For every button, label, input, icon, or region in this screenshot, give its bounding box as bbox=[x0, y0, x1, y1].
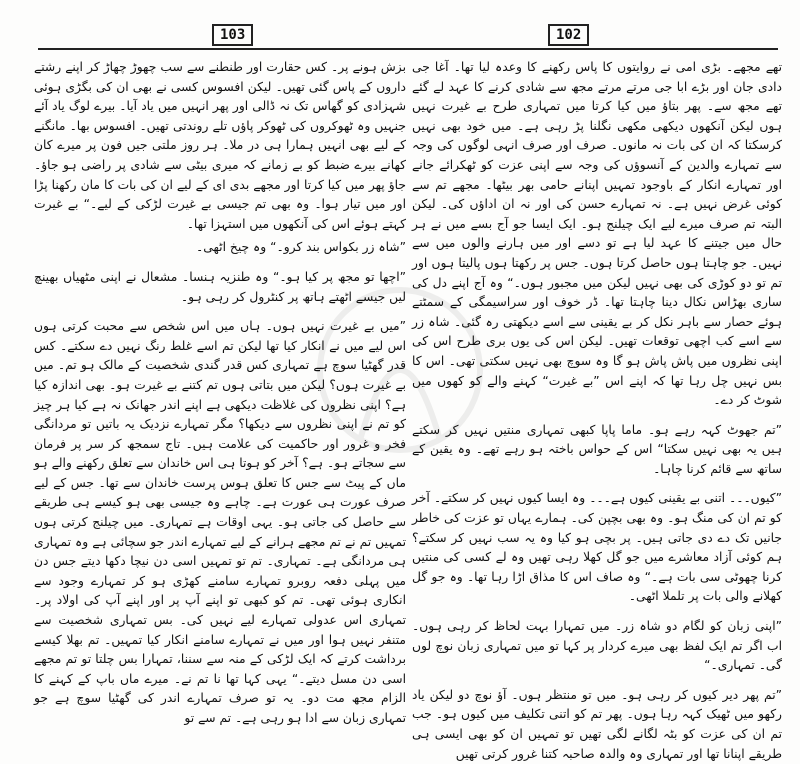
header-rule-right bbox=[408, 48, 778, 50]
paragraph: ”تم جھوٹ کہہ رہے ہو۔ ماما پاپا کبھی تمہاری منتیں نہیں کر سکتے ہیں یہ بھی نہیں سکتا“ اس کے حواس باختہ ہو رہے تھے۔ وہ یقین کے ساتھ سے قائم کرنا چاہا۔ bbox=[412, 422, 782, 476]
paragraph: ”اپنی زبان کو لگام دو شاہ زر۔ میں تمہارا بہت لحاظ کر رہی ہوں۔ اب اگر تم ایک لفظ بھی میرے کردار پر کہا تو میں تمہاری زبان نوچ لوں گی۔ تمہاری۔“ bbox=[412, 619, 782, 673]
page-number-right: 102 bbox=[548, 24, 589, 46]
header-rule-left bbox=[38, 48, 416, 50]
paragraph: ”شاہ زر بکواس بند کرو۔“ وہ چیخ اٹھی۔ bbox=[196, 240, 406, 255]
page-number-left: 103 bbox=[212, 24, 253, 46]
left-page-text bbox=[34, 58, 406, 725]
paragraph: تھے مجھے۔ بڑی امی نے روایتوں کا پاس رکھنے کا وعدہ لیا تھا۔ آغا جی دادی جان اور بڑے ابا جی مرتے مرتے مجھ سے شادی کرنے کا عہد لے گئے تھے مجھ سے۔ پھر بتاؤ میں کیا کرتا میں تمہاری طرح بے غیرت نہیں ہوں لیکن آنکھوں دیکھی مکھی نگلنا پڑ رہی ہے۔ میں خود بھی نہیں کرسکتا کہ ان کی بات نہ مانوں۔ صرف اور صرف انہی لوگوں کی وجہ سے تمہارے والدین کے آنسوؤں کی وجہ سے اپنی عزت کو ٹھکرائے جانے اور تمہارے انکار کے باوجود تمہیں اپنانے حامی بھر بیٹھا۔ مجھے تم سے کوئی غرض نہیں ہے۔ نہ تمہارے حسن کی اور نہ ان اداؤں کی۔ لیکن البتہ تم صرف میرے لیے ایک چیلنج ہو۔ ایک ایسا جو آج بسے میں نے ہر حال میں جیتنے کا عہد لیا ہے تو دسے اور میں ہارنے والوں میں سے نہیں۔ جو چاہتا ہوں حاصل کرتا ہوں۔ جس پر رکھتا ہوں پالیتا ہوں اور تم تو دو کوڑی کی بھی نہیں لیکن میں مجبور ہوں۔“ وہ آج اپنے دل کی ساری بھڑاس نکال دینا چاہتا تھا۔ ڈر خوف اور سراسیمگی کے سمٹتے ہوئے حصار سے باہر نکل کر بے یقینی سے اسے دیکھتی رہ گئی۔ شاہ زر سے اسے کب اچھی توقعات تھیں۔ لیکن اس کی یوں بری طرح اس کی اپنی نظروں میں پاش پاش ہو گا وہ سوچ بھی نہیں سکتی تھی۔ اس کا بس نہیں چل رہا تھا کہ اپنے اس ”بے غیرت“ کہنے والے کو کھوں میں شوٹ کر دے۔ bbox=[412, 60, 782, 408]
paragraph: ”میں بے غیرت نہیں ہوں۔ ہاں میں اس شخص سے محبت کرتی ہوں اس لیے میں نے انکار کیا تھا لیکن تم اسے غلط رنگ نہیں دے سکتے۔ کس قدر گھٹیا سوچ ہے تمہاری کس قدر گندی شخصیت کے مالک ہو تم۔ میں بے غیرت ہوں؟ لیکن میں بتاتی ہوں تم کتنے بے غیرت ہو۔ بھی اندازہ کیا ہے؟ اپنی نظروں کی غلاظت دیکھی ہے اپنے اندر جھانک نہ ہے کیا ہر چیز کو تم نے اپنی نظروں سے دیکھا؟ مگر تمہارے نزدیک یہ باتیں تو مردانگی فخر و غرور اور حاکمیت کی علامت ہیں۔ تاج سمجھ کر سر پر فرمان سے سجاتے ہو۔ ہے؟ آخر کو ہوتا ہی اس خاندان سے تعلق رکھنے والے ہو ماں کے پیٹ سے جس کا تعلق ہوس پرست خاندان سے تھا۔ جس کے لیے صرف عورت ہی عورت ہے۔ چاہے وہ جیسی بھی ہو کیسے ہی طریقے سے حاصل کی جاتی ہو۔ یہی اوقات ہے تمہاری۔ میں چیلنج کرتی ہوں تمہیں تم نے تم مجھے ہرانے کے لیے تمہارے اندر جو سچائی ہے وہ تمہاری ہی مردانگی ہے۔ تمہاری۔ تم تو تمہیں اسی دن نیچا دکھا دیتے جس دن میں پہلی دفعہ روبرو تمہارے سامنے کھڑی ہو کر تمہارے وجود سے انکاری ہوئی تھی۔ تم کو کبھی تو اپنے آپ پر اور اپنے آپ کی اولاد پر۔ تمہاری اس عدولی تمہارے لیے نہیں کی۔ بس تمہاری شخصیت سے متنفر نہیں ہوا اور میں نے تمہارے سامنے انکار کیا تمہیں۔ تم بھلا کیسے برداشت کرتے کہ ایک لڑکی کے منہ سے سننا، تمہارا بس چلتا تو تم مجھے اسی دن مسل دیتے۔“ یہی کہا تھا نا تم نے۔ میرے ماں باپ کے کہنے کا الزام مجھ مت دو۔ یہ تو صرف تمہارے اندر کی گھٹیا سوچ ہے جو تمہاری زبان سے ادا ہو رہی ہے۔ تم سے تو bbox=[34, 319, 406, 725]
paragraph: ”تم پھر دیر کیوں کر رہی ہو۔ میں تو منتظر ہوں۔ آؤ نوچ دو لیکن یاد رکھو میں ٹھیک کہہ رہا ہوں۔ پھر تم کو اتنی تکلیف میں کیوں ہو۔ جب تم ان کی عزت کو بٹہ لگانے لگی تھیں تو تمہیں ان کو بھی ایسی ہی طریقے اپنانا تھا اور تمہاری وہ والدہ صاحبہ کتنا غرور کرتی تھیں bbox=[412, 687, 782, 761]
right-page-text bbox=[412, 58, 782, 761]
page-header bbox=[0, 0, 800, 52]
paragraph: بزش ہونے پر۔ کس حقارت اور طنطنے سے سب چھوڑ چھاڑ کر اپنے رشتے داروں کے پاس گئی تھیں۔ لیکن افسوس کسی نے بھی ان کی بگڑی ہوئی شہزادی کو گھاس تک نہ ڈالی اور پھر انہیں میں یاد آیا۔ بیرے لوگ یاد آئے جنہیں وہ ٹھوکروں کی ٹھوکر پاؤں تلے روندتی تھیں۔ افسوس بھا۔ مانگنے کے لیے بھی انہیں ہمارا ہی در ملا۔ ہر روز ملتی جیں فون پر میرے کان کھانے بیرے ضبط کو بے زمانے کہ میری بیٹی سے شادی پر راضی ہو جاؤ۔ جاؤ پھر میں کیا کرتا اور مجھے بدی ای کے لیے ان کی بات کا مان رکھنا پڑا اور میں تیار ہوا۔ وہ بھی تم جیسی بے غیرت لڑکی کے لیے۔“ بے غیرت کہتے ہوئے اس کی آنکھوں میں استہزا تھا۔ bbox=[34, 60, 406, 231]
paragraph: ”کیوں۔۔۔ اتنی بے یقینی کیوں ہے۔۔۔ وہ ایسا کیوں نہیں کر سکتے۔ آخر کو تم ان کی منگ ہو۔ وہ بھی بچپن کی۔ ہمارے یہاں تو عزت کی خاطر جانیں تک دے دی جاتی ہیں۔ پر بچی ہو کیا وہ یہ سب نہیں کر سکتے؟ ہم کوئی آزاد معاشرے میں جو گل کھلا رہی تھیں وہ لے کسی کی منتیں کرنا چھوٹی سی بات ہے۔“ وہ صاف اس کا مذاق اڑا رہا تھا۔ وہ جو گل کھلانے والی بات پر تلملا اٹھی۔ bbox=[412, 491, 782, 604]
paragraph: ”اچھا تو مجھ پر کیا ہو۔“ وہ طنزیہ ہنسا۔ مشعال نے اپنی مٹھیاں بھینچ لیں جیسے اٹھتے ہاتھ پر کنٹرول کر رہی ہو۔ bbox=[34, 269, 406, 304]
